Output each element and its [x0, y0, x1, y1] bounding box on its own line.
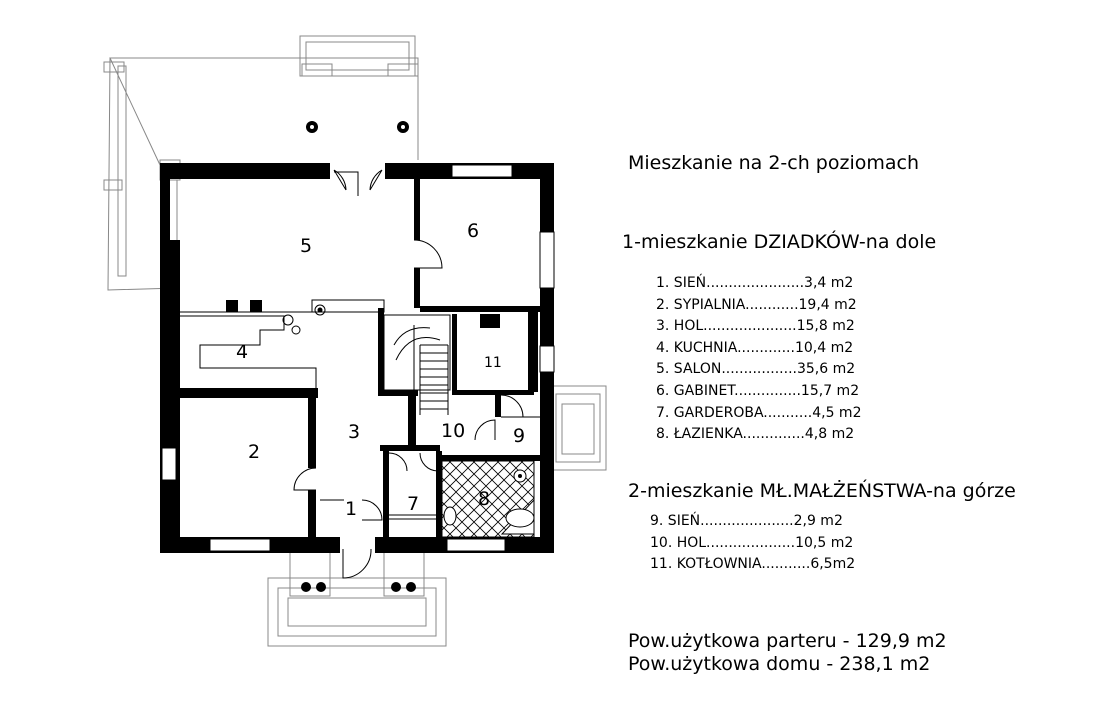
room-label-3: 3 [348, 421, 361, 443]
closet-rails [389, 515, 436, 519]
room-label-10: 10 [441, 420, 466, 442]
room-entry: 2. SYPIALNIA............19,4 m2 [656, 296, 857, 313]
apartment2-room-list [650, 511, 855, 576]
ground-floor-area: Pow.użytkowa parteru - 129,9 m2 [628, 630, 947, 652]
entrance-porch [268, 552, 446, 646]
pergola-posts [306, 121, 409, 133]
room-label-7: 7 [407, 493, 420, 515]
room-label-5: 5 [300, 235, 313, 257]
room-label-11: 11 [484, 355, 502, 371]
room-entry: 4. KUCHNIA.............10,4 m2 [656, 339, 854, 356]
room-entry: 3. HOL.....................15,8 m2 [656, 318, 855, 335]
room-entry: 6. GABINET...............15,7 m2 [656, 382, 860, 399]
apartment1-heading: 1-mieszkanie DZIADKÓW-na dole [622, 231, 937, 253]
page-title: Mieszkanie na 2-ch poziomach [628, 152, 919, 174]
room-entry: 5. SALON.................35,6 m2 [656, 361, 856, 378]
porch-columns [301, 582, 416, 592]
staircase [384, 315, 450, 415]
room-entry: 7. GARDEROBA...........4,5 m2 [656, 404, 862, 421]
apartment2-heading: 2-mieszkanie MŁ.MAŁŻEŃSTWA-na górze [628, 480, 1016, 502]
apartment1-room-list [656, 273, 861, 446]
room-entry: 9. SIEŃ.....................2,9 m2 [650, 513, 843, 529]
room-entry: 11. KOTŁOWNIA...........6,5m2 [650, 556, 856, 573]
side-entrance [550, 386, 606, 470]
kitchen-appliances [283, 305, 325, 334]
room-entry: 10. HOL....................10,5 m2 [650, 534, 854, 551]
room-label-8: 8 [478, 488, 491, 510]
kitchen-counter [180, 300, 384, 388]
room-label-2: 2 [248, 441, 261, 463]
room-entry: 8. ŁAZIENKA..............4,8 m2 [656, 426, 855, 443]
room-label-1: 1 [345, 498, 358, 520]
room-entry: 1. SIEŃ......................3,4 m2 [656, 275, 854, 291]
room-label-9: 9 [513, 425, 526, 447]
room-label-6: 6 [467, 220, 480, 242]
house-area: Pow.użytkowa domu - 238,1 m2 [628, 653, 931, 675]
room-label-4: 4 [236, 341, 249, 363]
